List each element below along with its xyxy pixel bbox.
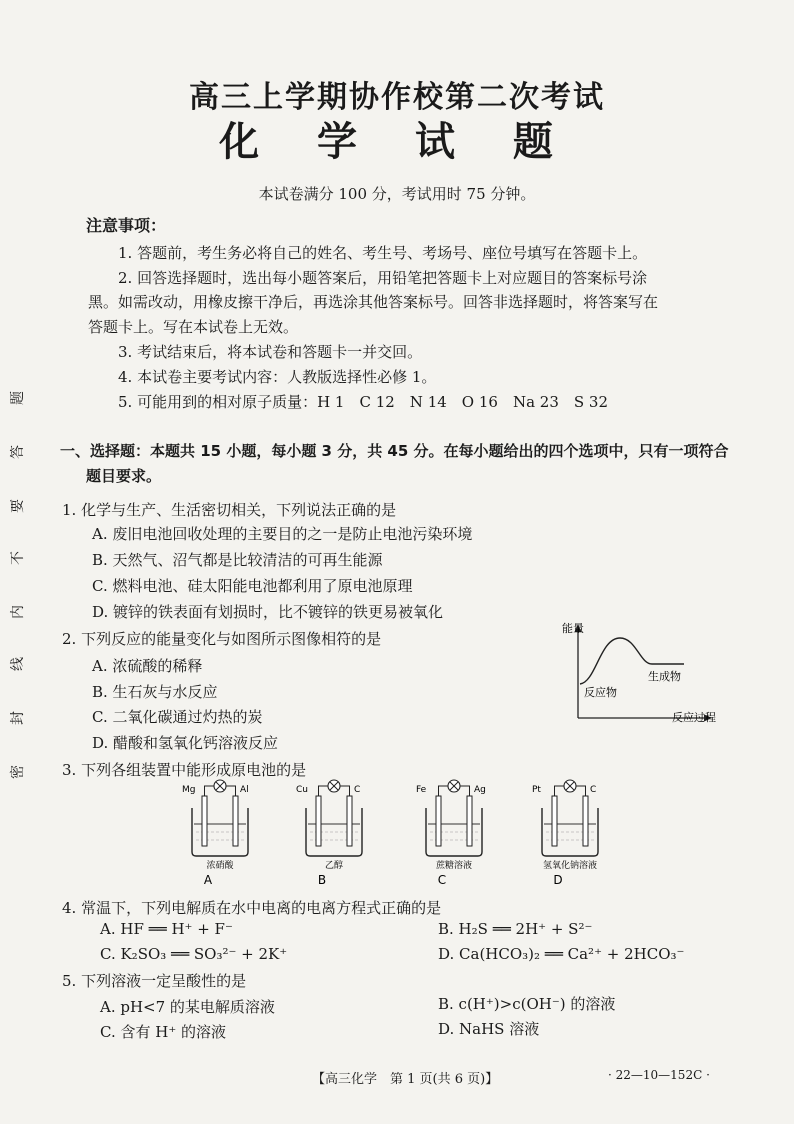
cell-shape: [340, 786, 350, 796]
notice-line: 黑。如需改动，用橡皮擦干净后，再选涂其他答案标号。回答非选择题时，将答案写在: [88, 293, 659, 311]
cell-drawing: [412, 778, 512, 890]
cell-solution-label: 浓硝酸: [206, 861, 234, 871]
cell-apparatus-c: [412, 778, 512, 890]
energy-diagram: [556, 618, 736, 728]
notice-line: 1. 答题前，考生务必将自己的姓名、考生号、考场号、座位号填写在答题卡上。: [118, 244, 648, 262]
cell-shape: [583, 796, 588, 846]
section-heading: 一、选择题：本题共 15 小题，每小题 3 分，共 45 分。在每小题给出的四个选项中，只有一项符合: [60, 442, 729, 460]
subject-title: 化 学 试 题: [219, 119, 575, 165]
cell-right-electrode: Al: [240, 785, 249, 795]
cell-left-electrode: Mg: [182, 785, 196, 795]
cell-apparatus-b: [292, 778, 392, 890]
margin-char: 不: [10, 551, 26, 565]
energy-axis-label: 能量: [562, 622, 584, 635]
cell-solution-label: 蔗糖溶液: [435, 861, 473, 871]
notice-line: 5. 可能用到的相对原子质量：H 1 C 12 N 14 O 16 Na 23 S 32: [118, 393, 608, 411]
q2-option-b: B. 生石灰与水反应: [92, 683, 218, 701]
q4-option-b: B. H₂S ══ 2H⁺ + S²⁻: [438, 920, 593, 938]
margin-char: 内: [10, 605, 26, 619]
q5-option-b: B. c(H⁺)>c(OH⁻) 的溶液: [438, 995, 616, 1013]
q5-option-a: A. pH<7 的某电解质溶液: [100, 998, 275, 1016]
q4-option-c: C. K₂SO₃ ══ SO₃²⁻ + 2K⁺: [100, 945, 288, 963]
q1-stem: 1. 化学与生产、生活密切相关，下列说法正确的是: [62, 501, 397, 519]
cell-shape: [316, 796, 321, 846]
notice-line: 3. 考试结束后，将本试卷和答题卡一并交回。: [118, 343, 423, 361]
cell-shape: [319, 786, 329, 796]
q5-option-d: D. NaHS 溶液: [438, 1020, 540, 1038]
cell-shape: [576, 786, 586, 796]
page-footer: 【高三化学 第 1 页(共 6 页)】: [312, 1072, 499, 1087]
q4-stem: 4. 常温下，下列电解质在水中电离的电离方程式正确的是: [62, 899, 442, 917]
reactant-label: 反应物: [584, 686, 617, 699]
cell-solution-label: 乙醇: [324, 861, 344, 871]
margin-char: 题: [10, 391, 26, 405]
cell-shape: [306, 808, 362, 856]
section-heading-cont: 题目要求。: [86, 467, 162, 485]
product-label: 生成物: [648, 670, 681, 683]
cell-solution-label: 氢氧化钠溶液: [542, 861, 598, 871]
cell-drawing: [178, 778, 278, 890]
cell-shape: [202, 796, 207, 846]
q2-stem: 2. 下列反应的能量变化与如图所示图像相符的是: [62, 630, 382, 648]
cell-left-electrode: Pt: [532, 785, 541, 795]
cell-shape: [192, 808, 248, 856]
q5-option-c: C. 含有 H⁺ 的溶液: [100, 1023, 227, 1041]
cell-apparatus-a: [178, 778, 278, 890]
exam-code: · 22—10—152C ·: [608, 1068, 710, 1082]
q4-option-d: D. Ca(HCO₃)₂ ══ Ca²⁺ + 2HCO₃⁻: [438, 945, 685, 963]
cell-shape: [347, 796, 352, 846]
cell-option-letter: A: [203, 873, 213, 887]
q2-option-a: A. 浓硫酸的稀释: [92, 657, 203, 675]
notice-line: 答题卡上。写在本试卷上无效。: [88, 318, 299, 336]
q1-option-c: C. 燃料电池、硅太阳能电池都利用了原电池原理: [92, 577, 413, 595]
notice-line: 2. 回答选择题时，选出每小题答案后，用铅笔把答题卡上对应题目的答案标号涂: [118, 269, 648, 287]
cell-shape: [205, 786, 215, 796]
q1-option-d: D. 镀锌的铁表面有划损时，比不镀锌的铁更易被氧化: [92, 603, 444, 621]
margin-char: 线: [10, 657, 26, 671]
margin-char: 要: [10, 499, 26, 513]
cell-apparatus-d: [528, 778, 628, 890]
cell-drawing: [292, 778, 392, 890]
cell-option-letter: C: [437, 873, 447, 887]
cell-option-letter: B: [317, 873, 327, 887]
cell-shape: [552, 796, 557, 846]
notice-line: 4. 本试卷主要考试内容：人教版选择性必修 1。: [118, 368, 437, 386]
margin-char: 答: [10, 445, 26, 459]
exam-info: 本试卷满分 100 分，考试用时 75 分钟。: [258, 185, 536, 203]
cell-right-electrode: C: [354, 785, 361, 795]
cell-left-electrode: Cu: [296, 785, 308, 795]
q3-stem: 3. 下列各组装置中能形成原电池的是: [62, 761, 307, 779]
cell-shape: [467, 796, 472, 846]
cell-option-letter: D: [553, 873, 563, 887]
cell-shape: [233, 796, 238, 846]
cell-shape: [439, 786, 449, 796]
q1-option-a: A. 废旧电池回收处理的主要目的之一是防止电池污染环境: [92, 525, 473, 543]
q2-option-d: D. 醋酸和氢氧化钙溶液反应: [92, 734, 279, 752]
cell-drawing: [528, 778, 628, 890]
margin-char: 密: [10, 765, 26, 779]
seal-margin: [6, 380, 28, 800]
process-axis-label: 反应过程: [672, 711, 716, 724]
q2-option-c: C. 二氧化碳通过灼热的炭: [92, 708, 263, 726]
exam-title: 高三上学期协作校第二次考试: [189, 80, 605, 115]
cell-shape: [226, 786, 236, 796]
cell-shape: [436, 796, 441, 846]
cell-left-electrode: Fe: [416, 785, 427, 795]
cell-right-electrode: Ag: [474, 785, 486, 795]
q1-option-b: B. 天然气、沼气都是比较清洁的可再生能源: [92, 551, 383, 569]
q5-stem: 5. 下列溶液一定呈酸性的是: [62, 972, 247, 990]
cell-right-electrode: C: [590, 785, 597, 795]
q4-option-a: A. HF ══ H⁺ + F⁻: [100, 920, 233, 938]
cell-shape: [460, 786, 470, 796]
cell-shape: [555, 786, 565, 796]
cell-shape: [542, 808, 598, 856]
cell-shape: [426, 808, 482, 856]
margin-char: 封: [10, 711, 26, 725]
notice-heading: 注意事项：: [86, 216, 167, 235]
